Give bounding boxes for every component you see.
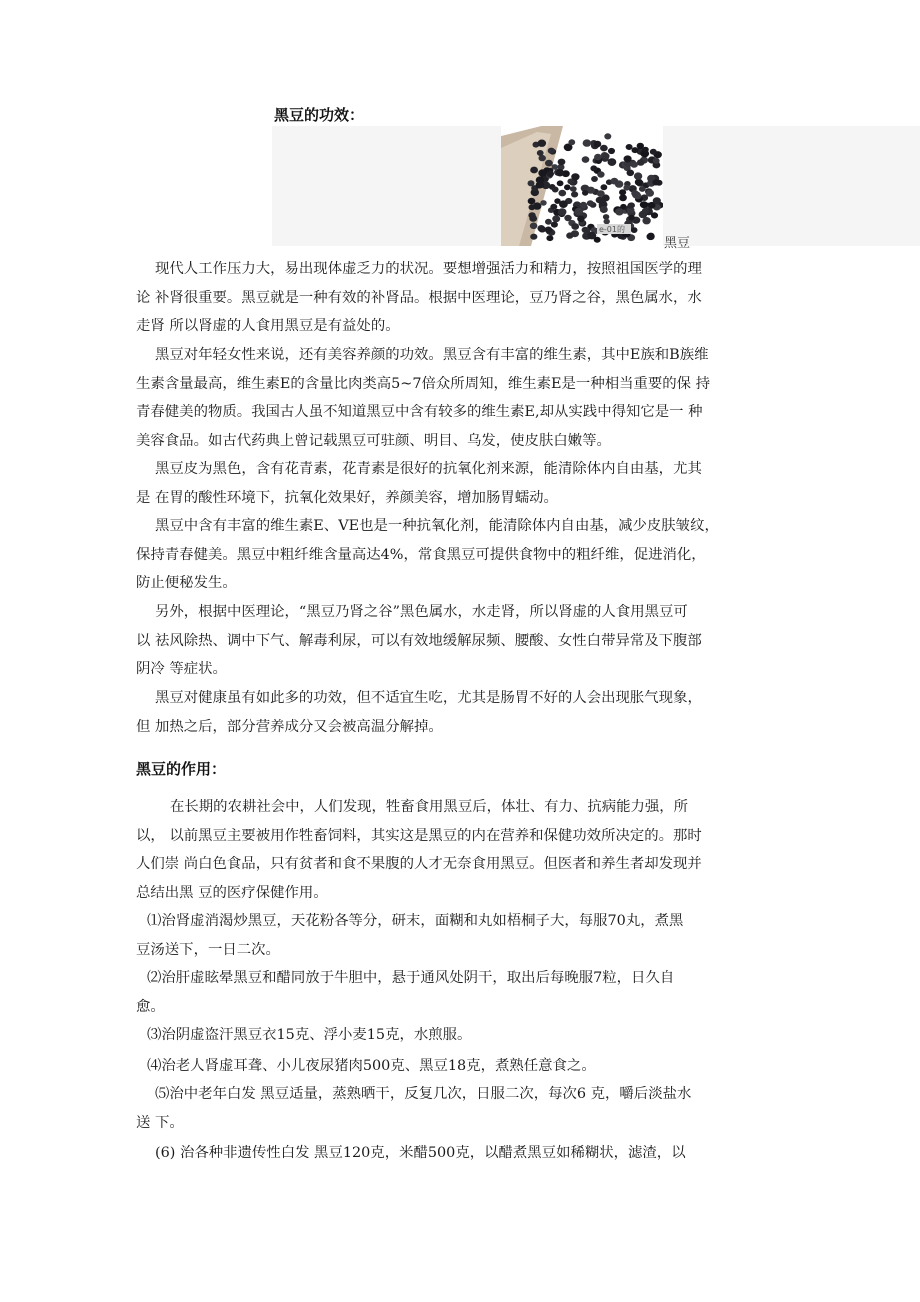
text-line: 豆汤送下，一日二次。: [136, 941, 280, 958]
image-strip: [272, 126, 920, 251]
list-item: [136, 1139, 686, 1168]
text-line: 黑豆中含有丰富的维生素E、VE也是一种抗氧化剂，能清除体内自由基，减少皮肤皱纹，: [155, 518, 719, 534]
list-item: [136, 964, 674, 1021]
text-line: 生素含量最高，维生素E的含量比肉类高5~7倍众所周知，维生素E是一种相当重要的保 持: [136, 375, 711, 392]
paragraph: [136, 512, 719, 598]
text-line: 以 祛风除热、调中下气、解毒利尿，可以有效地缓解尿频、腰酸、女性白带异常及下腹部: [136, 632, 702, 649]
list-item: [136, 1052, 596, 1081]
text-line: 阴冷 等症状。: [136, 661, 227, 677]
paragraph: [136, 684, 702, 741]
list-item: [136, 1080, 691, 1137]
text-line: (6) 治各种非遗传性白发 黑豆120克，米醋500克，以醋煮黑豆如稀糊状，滤渣，以: [155, 1145, 686, 1161]
text-line: 青春健美的物质。我国古人虽不知道黑豆中含有较多的维生素E,却从实践中得知它是一 种: [136, 404, 703, 420]
text-line: 总结出黑 豆的医疗保健作用。: [136, 884, 328, 901]
text-line: ⑸治中老年白发 黑豆适量，蒸熟晒干，反复几次，日服二次，每次6 克，嚼后淡盐水: [155, 1086, 692, 1102]
paragraph: [136, 793, 702, 907]
text-line: 美容食品。如古代药典上曾记载黑豆可驻颜、明目、乌发，使皮肤白嫩等。: [136, 432, 611, 449]
text-line: ⑵治肝虚眩晕黑豆和醋同放于牛胆中，悬于通风处阴干，取出后每晚服7粒，日久自: [147, 970, 675, 986]
text-line: 另外，根据中医理论，“黑豆乃肾之谷”黑色属水，水走肾，所以肾虚的人食用黑豆可: [155, 604, 688, 620]
text-line: 走肾 所以肾虚的人食用黑豆是有益处的。: [136, 318, 400, 334]
list-item: [136, 907, 683, 964]
text-line: 黑豆皮为黑色，含有花青素，花青素是很好的抗氧化剂来源，能清除体内自由基，尤其: [155, 461, 702, 477]
list-item: [136, 1021, 471, 1050]
text-line: 保持青春健美。黑豆中粗纤维含量高达4%，常食黑豆可提供食物中的粗纤维，促进消化，: [136, 546, 706, 563]
text-line: 在长期的农耕社会中，人们发现，牲畜食用黑豆后，体壮、有力、抗病能力强，所: [170, 799, 689, 815]
paragraph: [136, 341, 710, 455]
paragraph: [136, 455, 702, 512]
text-line: 但 加热之后，部分营养成分又会被高温分解掉。: [136, 718, 443, 735]
text-line: 送 下。: [136, 1114, 184, 1131]
watermark-text: e-01的: [599, 225, 625, 234]
text-line: ⑷治老人肾虚耳聋、小儿夜尿猪肉500克、黑豆18克，煮熟任意食之。: [147, 1058, 596, 1074]
section-title-uses: 黑豆的作用：: [136, 760, 227, 778]
text-line: 防止便秘发生。: [136, 575, 237, 591]
text-line: 以， 以前黑豆主要被用作牲畜饲料，其实这是黑豆的内在营养和保健功效所决定的。那时: [136, 827, 702, 844]
text-line: ⑴治肾虚消渴炒黑豆，天花粉各等分，研末，面糊和丸如梧桐子大，每服70丸，煮黑: [147, 913, 684, 929]
black-beans-photo: [501, 126, 663, 246]
text-line: ⑶治阴虚盗汗黑豆衣15克、浮小麦15克，水煎服。: [147, 1027, 472, 1043]
paragraph: [136, 598, 702, 684]
text-line: 现代人工作压力大，易出现体虚乏力的状况。要想增强活力和精力，按照祖国医学的理: [155, 261, 702, 277]
text-line: 愈。: [136, 998, 165, 1015]
text-line: 人们崇 尚白色食品，只有贫者和食不果腹的人才无奈食用黑豆。但医者和养生者却发现并: [136, 856, 702, 872]
text-line: 是 在胃的酸性环境下，抗氧化效果好，养颜美容，增加肠胃蠕动。: [136, 489, 558, 506]
text-line: 黑豆对健康虽有如此多的功效，但不适宜生吃，尤其是肠胃不好的人会出现胀气现象，: [155, 690, 702, 706]
paragraph: [136, 255, 702, 341]
text-line: 论 补肾很重要。黑豆就是一种有效的补肾品。根据中医理论，豆乃肾之谷，黑色属水，水: [136, 289, 702, 306]
image-caption: 黑豆: [664, 236, 691, 251]
section-title-efficacy: 黑豆的功效：: [274, 106, 365, 124]
text-line: 黑豆对年轻女性来说，还有美容养颜的功效。黑豆含有丰富的维生素，其中E族和B族维: [155, 347, 709, 363]
